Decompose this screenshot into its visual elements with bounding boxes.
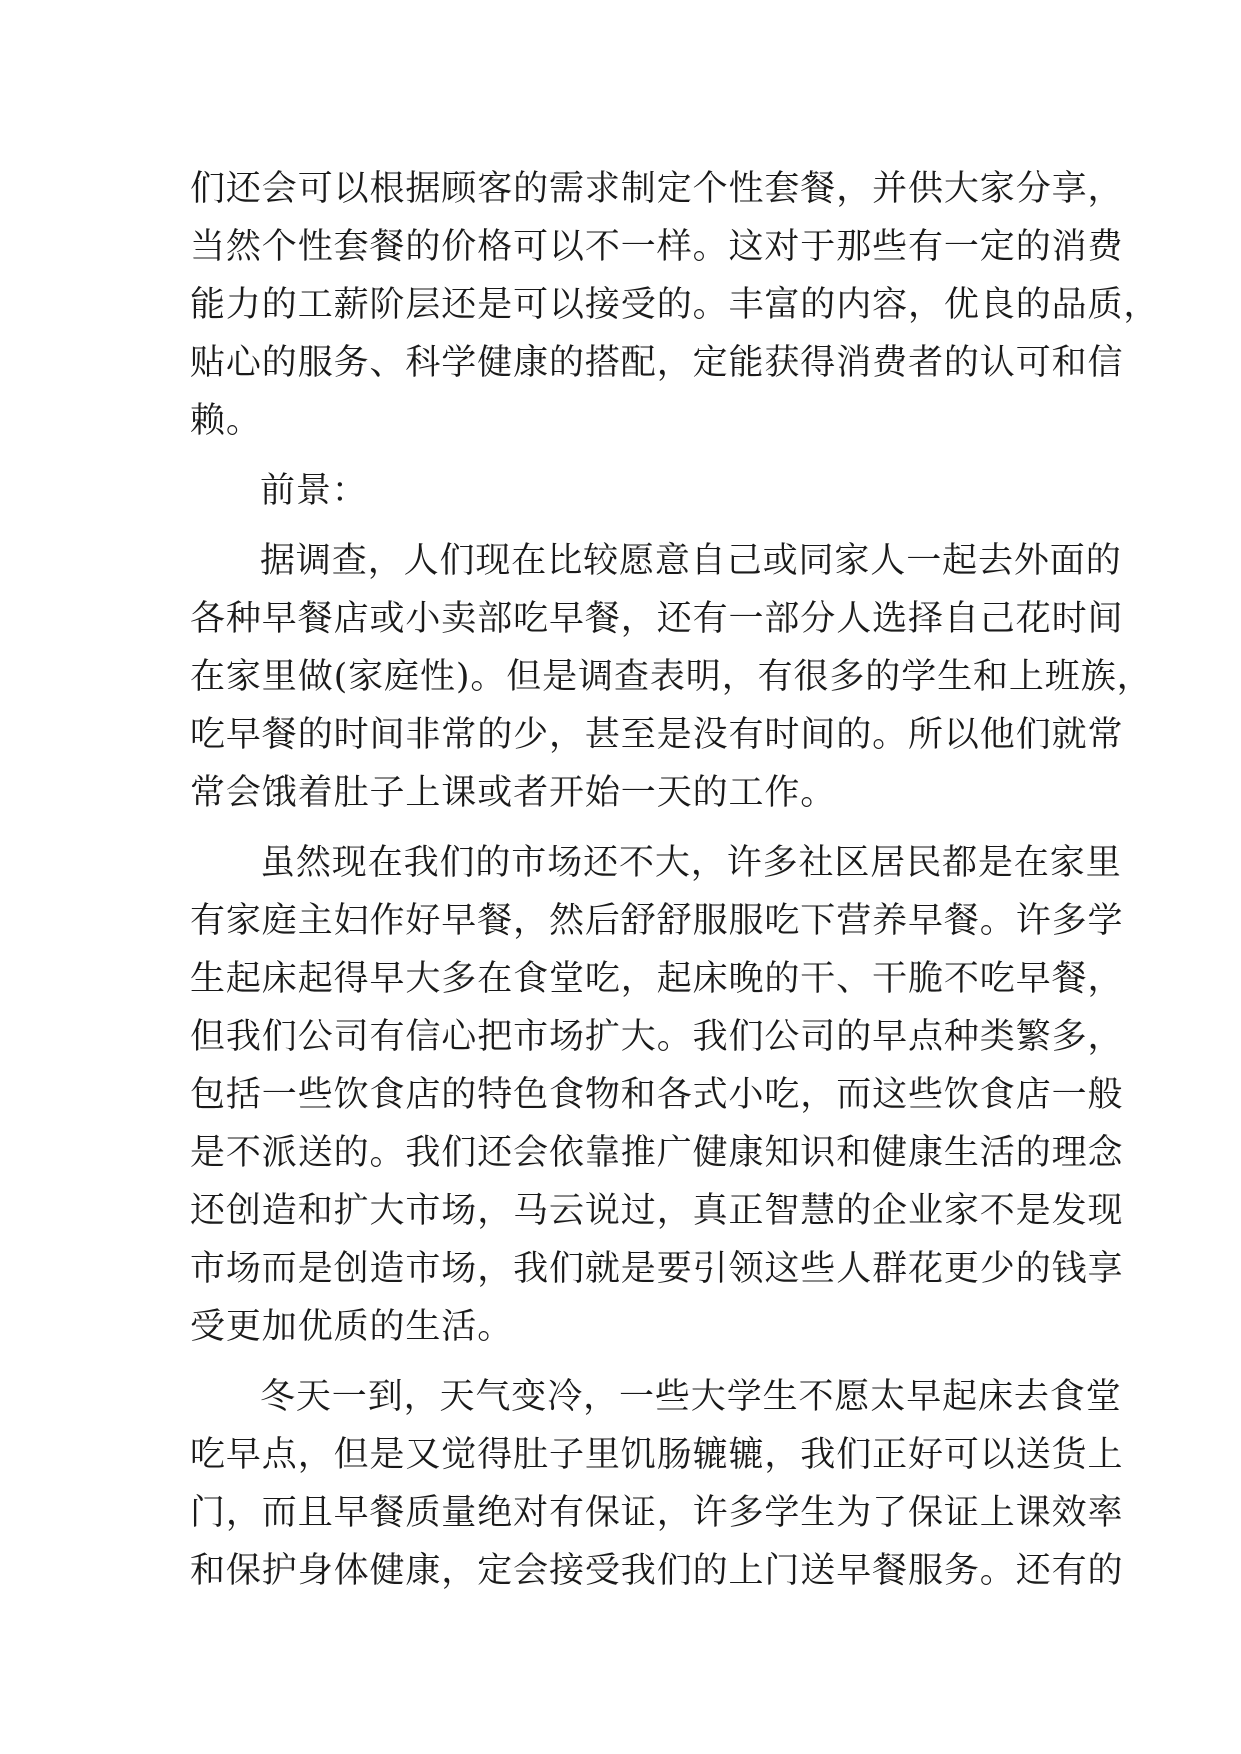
section-heading: 前景： xyxy=(260,471,368,511)
text-line: 各种早餐店或小卖部吃早餐，还有一部分人选择自己花时间 xyxy=(190,599,1124,639)
text-line: 门，而且早餐质量绝对有保证，许多学生为了保证上课效率 xyxy=(190,1493,1124,1533)
text-line: 吃早餐的时间非常的少，甚至是没有时间的。所以他们就常 xyxy=(190,715,1124,755)
paragraph-3 xyxy=(190,834,1124,1356)
text-line: 虽然现在我们的市场还不大，许多社区居民都是在家里 xyxy=(260,843,1122,883)
paragraph-2 xyxy=(190,532,1153,822)
text-line: 受更加优质的生活。 xyxy=(190,1307,514,1347)
text-line: 市场而是创造市场，我们就是要引领这些人群花更少的钱享 xyxy=(190,1249,1124,1289)
text-line: 在家里做(家庭性)。但是调查表明，有很多的学生和上班族， xyxy=(190,657,1153,697)
text-line: 据调查，人们现在比较愿意自己或同家人一起去外面的 xyxy=(260,541,1122,581)
text-line: 吃早点，但是又觉得肚子里饥肠辘辘，我们正好可以送货上 xyxy=(190,1435,1124,1475)
text-line: 是不派送的。我们还会依靠推广健康知识和健康生活的理念 xyxy=(190,1133,1124,1173)
text-line: 们还会可以根据顾客的需求制定个性套餐，并供大家分享， xyxy=(190,169,1124,209)
text-line: 赖。 xyxy=(190,401,262,441)
text-line: 包括一些饮食店的特色食物和各式小吃，而这些饮食店一般 xyxy=(190,1075,1124,1115)
text-line: 冬天一到，天气变冷，一些大学生不愿太早起床去食堂 xyxy=(260,1377,1122,1417)
paragraph-4 xyxy=(190,1368,1124,1600)
document-body xyxy=(190,160,1160,1600)
text-line: 有家庭主妇作好早餐，然后舒舒服服吃下营养早餐。许多学 xyxy=(190,901,1124,941)
text-line: 当然个性套餐的价格可以不一样。这对于那些有一定的消费 xyxy=(190,227,1124,267)
text-line: 贴心的服务、科学健康的搭配，定能获得消费者的认可和信 xyxy=(190,343,1124,383)
text-line: 常会饿着肚子上课或者开始一天的工作。 xyxy=(190,773,837,813)
text-line: 和保护身体健康，定会接受我们的上门送早餐服务。还有的 xyxy=(190,1551,1124,1591)
text-line: 但我们公司有信心把市场扩大。我们公司的早点种类繁多， xyxy=(190,1017,1124,1057)
paragraph-1 xyxy=(190,160,1160,450)
text-line: 能力的工薪阶层还是可以接受的。丰富的内容，优良的品质， xyxy=(190,285,1160,325)
text-line: 还创造和扩大市场，马云说过，真正智慧的企业家不是发现 xyxy=(190,1191,1124,1231)
section-heading-block xyxy=(190,462,1060,520)
text-line: 生起床起得早大多在食堂吃，起床晚的干、干脆不吃早餐， xyxy=(190,959,1124,999)
